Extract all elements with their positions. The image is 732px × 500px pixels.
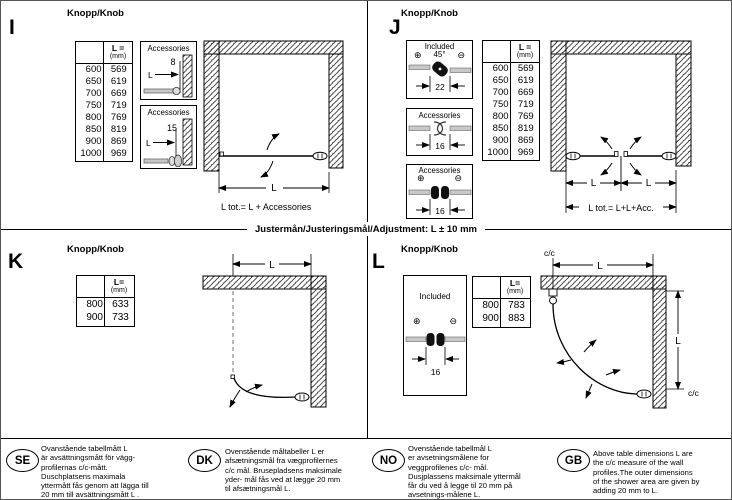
footer-line: er avsetningsmålene for	[408, 453, 490, 463]
table-cell: 800	[492, 111, 509, 122]
swing-arrow-icon	[601, 137, 612, 149]
table-header-l: L =	[111, 43, 125, 53]
table-cell: 869	[517, 135, 534, 146]
door-pivot	[615, 152, 619, 157]
knob-icon	[637, 390, 651, 398]
footer-line: c/c mål. Brusepladsens maksimale	[225, 465, 342, 475]
table-cell: 569	[110, 64, 127, 75]
section-l-title: Knopp/Knob	[401, 244, 458, 255]
accessories-label: Accessories	[147, 108, 190, 117]
hinge-knuckle-icon	[431, 186, 439, 199]
footer-line: avsetnings-målene L.	[408, 490, 481, 500]
footer-line: Ovenstående måltabeller L er	[225, 447, 325, 456]
footer-line: Above table dimensions L are	[593, 449, 693, 458]
country-badge-no: NO	[372, 449, 405, 472]
dimension-label: 16	[435, 141, 445, 151]
swing-arrow-icon	[557, 360, 571, 363]
table-cell: 650	[85, 76, 102, 87]
knob-icon	[662, 152, 676, 160]
accessory-value: 15	[166, 123, 178, 133]
table-header	[473, 277, 530, 299]
accessories-box-mid	[406, 108, 473, 156]
table-row	[483, 63, 539, 75]
accessories-box-15	[140, 105, 197, 169]
table-cell: 969	[110, 148, 127, 159]
footer-line: yttermått fås genom att lägga till	[41, 481, 149, 491]
knob-head-icon	[174, 155, 181, 167]
table-cell: 850	[85, 124, 102, 135]
wall-right	[653, 276, 666, 408]
table-row	[76, 76, 132, 88]
swing-arrow-icon	[230, 390, 240, 407]
dim-label: L	[148, 70, 153, 80]
table-header-l: L=	[113, 277, 125, 287]
table-row	[76, 112, 132, 124]
wall-right	[329, 54, 343, 168]
table-cell: 769	[110, 112, 127, 123]
hinge-45-graphic	[408, 61, 472, 99]
table-row	[76, 88, 132, 100]
diagram-l-quadrant-door	[536, 244, 732, 436]
swing-arrow-icon	[606, 370, 620, 375]
footer-line: 20 mm till avsättningsmått L .	[41, 490, 140, 500]
glass-bar	[409, 190, 430, 195]
dimension-label: L	[271, 183, 277, 194]
footer-line: adding 20 mm to L.	[593, 486, 659, 496]
formula-label: L tot.= L+L+Acc.	[588, 203, 654, 213]
table-cell: 750	[492, 99, 509, 110]
table-row	[473, 299, 530, 312]
table-cell: 750	[85, 100, 102, 111]
footer-line: får du ved å legge til 20 mm på	[408, 481, 513, 491]
section-i-letter: I	[9, 16, 15, 39]
included-45-box	[406, 40, 473, 99]
table-header	[483, 41, 539, 63]
table-cell: 600	[85, 64, 102, 75]
footer-line: profilernas c/c-mått.	[41, 462, 108, 472]
table-cell: 800	[85, 112, 102, 123]
wall-right	[311, 276, 326, 407]
footer-line: Ovenstående tabellmål L	[408, 444, 493, 453]
door-panel-curved	[553, 304, 638, 394]
country-badge-gb: GB	[557, 449, 590, 472]
table-cell: 633	[112, 299, 129, 310]
glass-bar	[409, 126, 430, 131]
dimension-label: 16	[430, 367, 441, 377]
minus-screw-icon: ⊖	[449, 317, 457, 327]
table-row	[483, 87, 539, 99]
table-cell: 569	[517, 63, 534, 74]
footer-text-se	[41, 444, 149, 500]
table-header	[77, 276, 134, 298]
table-row	[76, 64, 132, 76]
knob-icon	[566, 152, 580, 160]
section-j-letter: J	[389, 16, 401, 39]
accessories-label: Accessories	[147, 44, 190, 53]
table-cell: 719	[517, 99, 534, 110]
table-header-l: L =	[518, 42, 532, 52]
section-k-letter: K	[8, 250, 24, 273]
section-divider-vertical-top	[367, 1, 368, 222]
footer-line: yder- mål fås ved at lægge 20 mm	[225, 474, 341, 484]
table-cell: 619	[110, 76, 127, 87]
country-badge-se: SE	[6, 449, 39, 472]
table-header-unit: (mm)	[506, 288, 524, 295]
dimension-label: 16	[435, 206, 445, 216]
table-cell: 900	[85, 136, 102, 147]
table-row	[483, 147, 539, 159]
dimension-label: L	[590, 178, 597, 189]
table-cell: 783	[508, 300, 525, 311]
diagram-k-corner-door	[186, 244, 346, 436]
table-row	[483, 123, 539, 135]
section-l-letter: L	[372, 250, 385, 273]
adjustment-label: Justermån/Justeringsmål/Adjustment: L ± 10 mm	[254, 223, 478, 235]
dimension-label: L	[269, 260, 275, 271]
section-l-dimension-table	[472, 276, 531, 328]
knob-end-icon	[173, 87, 180, 94]
minus-screw-icon: ⊖	[457, 51, 465, 61]
divider-line	[485, 229, 731, 230]
table-row	[483, 75, 539, 87]
section-j-title: Knopp/Knob	[401, 8, 458, 19]
footer-line: profiles.The outer dimensions	[593, 467, 693, 477]
footer-text-gb	[593, 449, 699, 495]
accessories-box-bottom	[406, 164, 473, 219]
dimension-label: L	[675, 336, 681, 347]
table-cell: 719	[110, 100, 127, 111]
hinge-knuckle-icon	[427, 333, 435, 346]
door-pivot	[220, 152, 224, 156]
table-cell: 869	[110, 136, 127, 147]
dimension-label: L	[645, 178, 652, 189]
footer-line: the c/c measure of the wall	[593, 458, 684, 468]
swing-arrow-icon	[246, 385, 262, 392]
included-label: Included	[419, 292, 451, 301]
table-cell: 900	[492, 135, 509, 146]
hinge-pin	[439, 68, 442, 71]
profile-bar-icon	[144, 89, 174, 93]
accessories-label: Accessories	[418, 166, 461, 175]
door-panel-curved	[234, 378, 296, 397]
wall-hatch-icon	[183, 119, 192, 165]
profile-bar-icon	[144, 159, 168, 163]
formula-label: L tot.= L + Accessories	[221, 202, 312, 212]
hinge-bracket-icon	[549, 289, 557, 296]
section-i-dimension-table	[75, 41, 133, 162]
dim-label: L	[146, 138, 151, 148]
door-pivot	[231, 375, 235, 379]
footer-line: of the shower area are given by	[593, 476, 700, 486]
included-box-l	[403, 275, 467, 396]
table-cell: 969	[517, 147, 534, 158]
knob-icon	[313, 152, 327, 160]
hinge-solid-graphic	[405, 331, 466, 381]
plus-screw-icon: ⊕	[413, 317, 421, 327]
door-pivot	[624, 152, 628, 157]
table-cell: 900	[482, 313, 499, 324]
section-k-title: Knopp/Knob	[67, 244, 124, 255]
plus-screw-icon: ⊕	[414, 51, 422, 61]
footer-line: Duschplatsens maximala	[41, 471, 126, 481]
hinge-pivot-icon	[550, 297, 557, 304]
table-row	[76, 100, 132, 112]
swing-arrow-icon	[586, 384, 592, 398]
accessories-15-graphic	[143, 117, 195, 167]
table-row	[77, 311, 134, 324]
footer-text-no	[408, 444, 521, 500]
hinge-outline-graphic	[408, 121, 472, 155]
footer-line: är avsättningsmått för vägg-	[41, 453, 136, 463]
angle-label: 45°	[433, 50, 446, 59]
footer-divider-line	[1, 438, 732, 439]
included-label: Included	[424, 42, 455, 51]
wall-top	[204, 41, 343, 54]
footer-line: til afsætningsmål L.	[225, 484, 291, 494]
table-cell: 600	[492, 63, 509, 74]
table-cell: 800	[86, 299, 103, 310]
table-cell: 1000	[80, 148, 102, 159]
table-cell: 819	[110, 124, 127, 135]
glass-bar	[409, 65, 430, 70]
diagram-i-single-door	[201, 33, 351, 216]
table-body	[76, 64, 132, 160]
minus-screw-icon: ⊖	[454, 174, 462, 184]
accessories-label: Accessories	[418, 111, 461, 120]
section-i-title: Knopp/Knob	[67, 8, 124, 19]
table-cell: 883	[508, 313, 525, 324]
table-row	[483, 135, 539, 147]
glass-bar	[450, 68, 471, 73]
table-cell: 619	[517, 75, 534, 86]
hinge-half-icon	[438, 122, 447, 135]
section-j-dimension-table	[482, 40, 540, 161]
wall-top	[203, 276, 326, 289]
table-cell: 733	[112, 312, 129, 323]
footer-line: afsætningsmål fra vægprofilernes	[225, 456, 338, 466]
table-row	[76, 136, 132, 148]
glass-bar	[445, 337, 465, 342]
accessories-8-graphic	[143, 53, 195, 99]
table-header-unit: (mm)	[109, 53, 127, 60]
table-row	[483, 111, 539, 123]
section-k-dimension-table	[76, 275, 135, 327]
table-cell: 900	[86, 312, 103, 323]
adjustment-divider	[1, 222, 731, 236]
hinge-knuckle-icon	[441, 186, 449, 199]
table-header-unit: (mm)	[516, 52, 534, 59]
accessory-value: 8	[170, 57, 176, 67]
knob-icon	[295, 393, 309, 401]
dimension-label: 22	[435, 82, 445, 92]
swing-arrow-icon	[630, 137, 641, 149]
table-cell: 769	[517, 111, 534, 122]
swing-arrow-icon	[584, 340, 596, 352]
table-row	[76, 124, 132, 136]
wall-top	[551, 41, 691, 54]
hinge-solid-graphic	[408, 185, 472, 219]
table-header-l: L=	[509, 278, 521, 288]
plus-screw-icon: ⊕	[417, 174, 425, 184]
table-body	[483, 63, 539, 159]
table-row	[473, 312, 530, 325]
accessories-box-8	[140, 41, 197, 100]
table-cell: 850	[492, 123, 509, 134]
table-row	[77, 298, 134, 311]
table-cell: 800	[482, 300, 499, 311]
country-badge-dk: DK	[188, 449, 221, 472]
table-cell: 819	[517, 123, 534, 134]
table-cell: 669	[517, 87, 534, 98]
table-cell: 700	[492, 87, 509, 98]
wall-left	[551, 41, 566, 171]
glass-bar	[450, 190, 471, 195]
wall-top	[541, 276, 666, 289]
footer-line: veggprofilenes c/c- mål.	[408, 462, 489, 472]
glass-bar	[406, 337, 426, 342]
cc-label-bottom: c/c	[688, 388, 699, 398]
swing-arrow-icon	[630, 163, 641, 175]
wall-right	[676, 54, 691, 166]
glass-bar	[450, 126, 471, 131]
table-row	[76, 148, 132, 160]
wall-left	[204, 41, 219, 171]
table-cell: 669	[110, 88, 127, 99]
table-header-unit: (mm)	[110, 287, 128, 294]
diagram-j-double-door	[546, 31, 731, 219]
table-header	[76, 42, 132, 64]
hinge-half-icon	[434, 122, 443, 135]
footer-line: Ovanstående tabellmått L	[41, 444, 128, 453]
swing-arrow-icon	[267, 134, 279, 150]
table-row	[483, 99, 539, 111]
dimension-label: L	[597, 261, 603, 272]
divider-line	[1, 229, 247, 230]
swing-arrow-icon	[261, 161, 273, 177]
cc-label-top: c/c	[544, 248, 555, 258]
swing-arrow-icon	[601, 163, 612, 175]
table-cell: 650	[492, 75, 509, 86]
table-cell: 1000	[487, 147, 509, 158]
footer-line: Dusjplassens maksimale yttermål	[408, 471, 521, 481]
hinge-knuckle-icon	[437, 333, 445, 346]
section-divider-vertical-bottom	[367, 236, 368, 438]
table-cell: 700	[85, 88, 102, 99]
footer-text-dk	[225, 447, 342, 493]
table-body	[473, 299, 530, 325]
wall-hatch-icon	[183, 55, 192, 97]
table-body	[77, 298, 134, 324]
